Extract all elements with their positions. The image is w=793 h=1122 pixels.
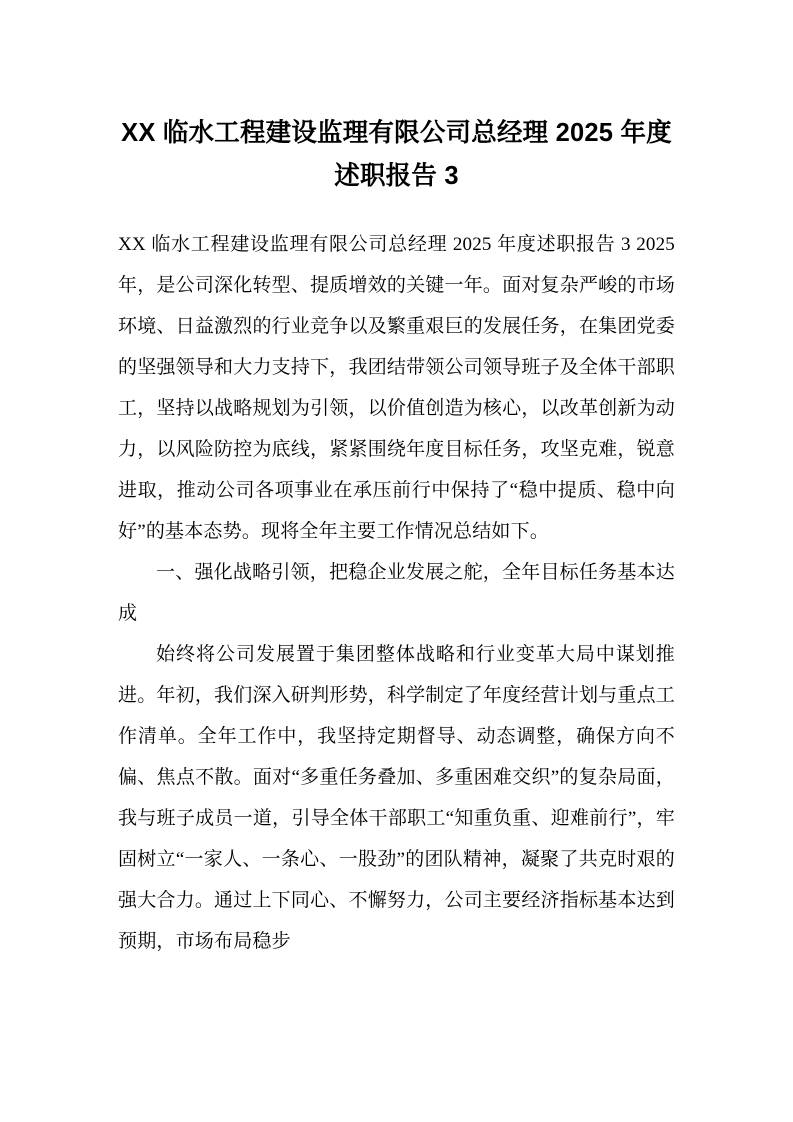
paragraph-section-one-body: 始终将公司发展置于集团整体战略和行业变革大局中谋划推进。年初，我们深入研判形势，科学制定了年度经营计划与重点工作清单。全年工作中，我坚持定期督导、动态调整，确保方向不偏、焦点不散。面对“多重任务叠加、多重困难交织”的复杂局面，我与班子成员一道，引导全体干部职工“知重负重、迎难前行”，牢固树立“一家人、一条心、一股劲”的团队精神，凝聚了共克时艰的强大合力。通过上下同心、不懈努力，公司主要经济指标基本达到预期，市场布局稳步 — [118, 644, 675, 952]
paragraph-section-one-heading: 一、强化战略引领，把稳企业发展之舵，全年目标任务基本达成 — [118, 562, 675, 624]
document-body — [118, 224, 675, 962]
page-title: XX 临水工程建设监理有限公司总经理 2025 年度述职报告 3 — [121, 119, 672, 190]
paragraph-lead: XX 临水工程建设监理有限公司总经理 2025 年度述职报告 3 2025 年，是公司深化转型、提质增效的关键一年。面对复杂严峻的市场环境、日益激烈的行业竞争以及繁重艰巨的发展任务，在集团党委的坚强领导和大力支持下，我团结带领公司领导班子及全体干部职工，坚持以战略规划为引领，以价值创造为核心，以改革创新为动力，以风险防控为底线，紧紧围绕年度目标任务，攻坚克难，锐意进取，推动公司各项事业在承压前行中保持了“稳中提质、稳中向好”的基本态势。现将全年主要工作情况总结如下。 — [118, 234, 675, 542]
